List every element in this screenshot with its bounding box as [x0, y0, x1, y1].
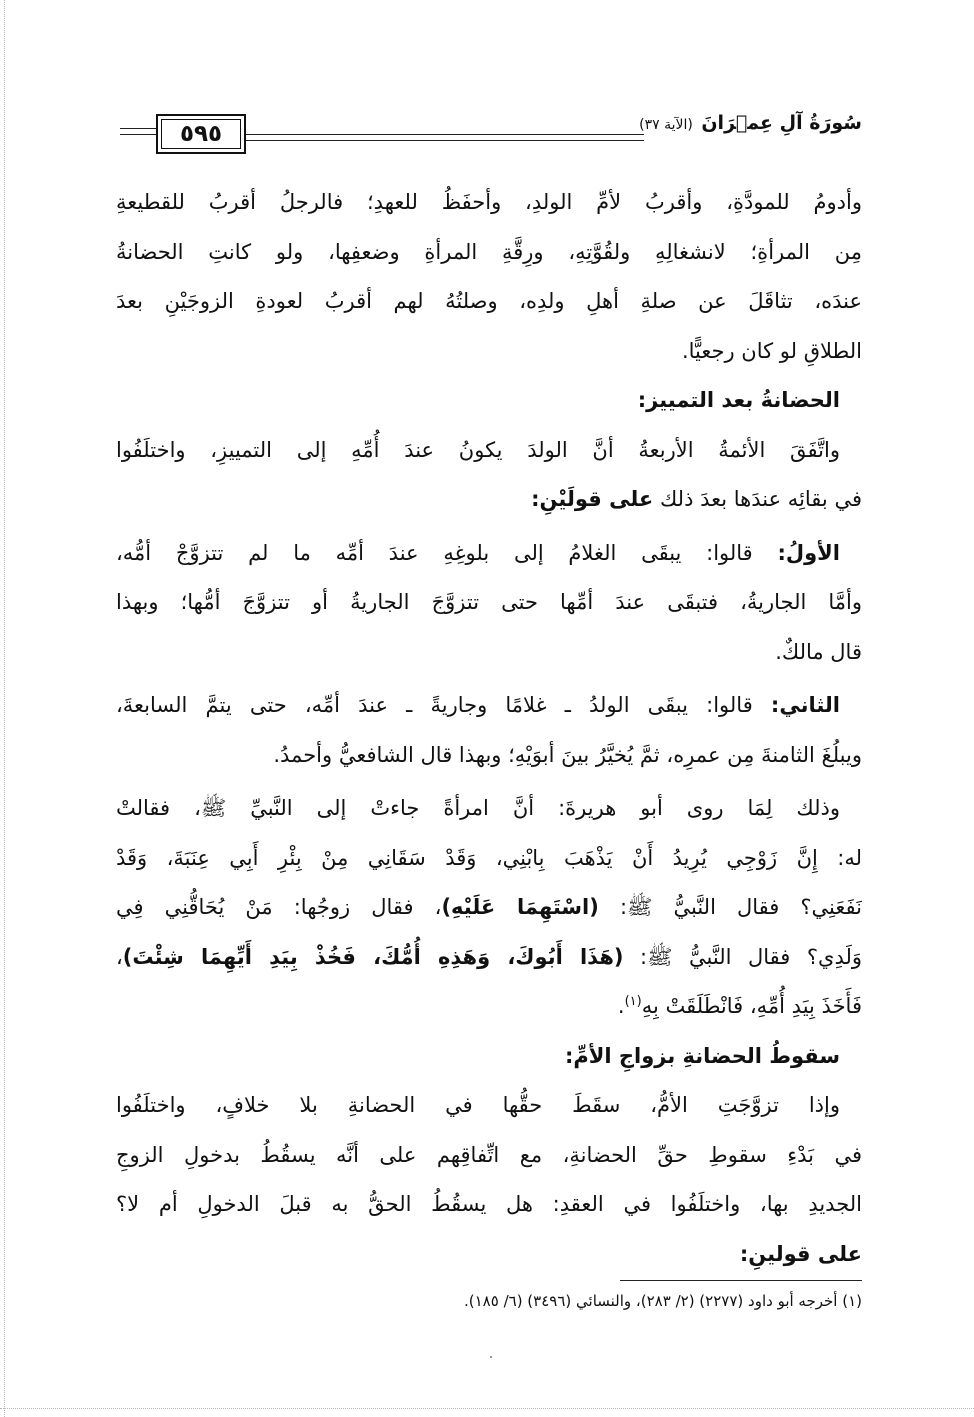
page-number: ٥٩٥	[179, 121, 223, 147]
text-line: وذلك لِمَا روى أبو هريرةَ: أنَّ امرأةً جاءتْ إلى النَّبيِّ ﷺ، فقالتْ	[116, 796, 840, 820]
header-rule-left-thin	[120, 134, 156, 135]
footnote-separator	[620, 1280, 862, 1281]
text-line: وأمَّا الجاريةُ، فتبقَى عندَ أمِّها حتى تتزوَّجَ الجاريةُ أو تتزوَّجَ أمُّها؛ وبهذا	[116, 590, 862, 614]
header-rule-right-thin	[246, 140, 644, 141]
text-line	[116, 529, 862, 579]
text-line: وأدومُ للمودَّةِ، وأقربُ لأمِّ الولدِ، وأحفَظُ للعهدِ؛ فالرجلُ أقربُ للقطيعةِ	[116, 190, 862, 214]
text-line: واتَّفَقَ الأئمةُ الأربعةُ أنَّ الولدَ يكونُ عندَ أُمِّهِ إلى التمييزِ، واختلَفُوا	[116, 437, 840, 462]
text-span: قالوا: يبقَى الغلامُ إلى بلوغِهِ عندَ أمِّه ما لم تتزوَّجْ أمُّه،	[116, 540, 753, 565]
text-line: ويبلُغَ الثامنةَ مِن عمرِه، ثمَّ يُخيَّرُ بينَ أبوَيْهِ؛ وبهذا قال الشافعيُّ وأحمدُ.	[273, 742, 862, 767]
opinion-label: الأولُ:	[777, 540, 840, 565]
opinion-label: الثاني:	[770, 693, 840, 717]
text-span: .	[617, 994, 625, 1018]
hadith-quote: (اسْتَهِمَا عَلَيْهِ)	[441, 895, 599, 919]
page-header	[120, 110, 862, 155]
text-line: الجديدِ بها، واختلَفُوا في العقدِ: هل يسقُطُ الحقُّ به قبلَ الدخولِ أم لا؟	[116, 1192, 862, 1216]
text-line: الطلاقِ لو كان رجعيًّا.	[681, 338, 862, 363]
surah-name: سُورَةُ آلِ عِمۡرَانَ	[701, 112, 862, 134]
section-heading: الحضانةُ بعد التمييز:	[637, 388, 840, 412]
text-span: ، فقال زوجُها: مَنْ يُحَاقُّنِي فِي	[116, 895, 442, 919]
footnote: (١) أخرجه أبو داود (٢٢٧٧) (٢/ ٢٨٣)، والنسائي (٣٤٩٦) (٦/ ١٨٥).	[464, 1292, 862, 1310]
header-rule-left	[120, 128, 156, 129]
text-line: وإذا تزوَّجَتِ الأمُّ، سقَطَ حقُّها في الحضانةِ بلا خلافٍ، واختلَفُوا	[116, 1093, 840, 1117]
section-heading: سقوطُ الحضانةِ بزواجِ الأمِّ:	[564, 1043, 840, 1068]
text-line: قال مالكٌ.	[775, 639, 862, 664]
text-span: وَلَدِي؟ فقال النَّبيُّ ﷺ:	[640, 944, 862, 969]
text-line: مِن المرأةِ؛ لانشغالِهِ ولقُوَّتِهِ، ورِقَّةِ المرأةِ وضعفِها، ولو كانتِ الحضانةُ	[116, 239, 862, 264]
text-span: ،	[116, 944, 123, 969]
text-line	[116, 933, 862, 983]
text-line	[116, 883, 862, 933]
page-edge-dotted-line	[4, 0, 6, 1417]
page-number-box	[156, 114, 246, 154]
verse-reference: (الآية ٣٧)	[639, 117, 693, 133]
hadith-quote: (هَذَا أَبُوكَ، وَهَذِهِ أُمُّكَ، فَخُذْ بِيَدِ أَيِّهِمَا شِئْتَ)	[122, 944, 624, 969]
page-bottom-dotted-line	[0, 1408, 974, 1410]
scan-speck	[490, 1356, 492, 1358]
text-line	[116, 681, 862, 731]
text-line: في بَدْءِ سقوطِ حقِّ الحضانةِ، مع اتِّفاقِهم على أنَّه يسقُطُ بدخولِ الزوجِ	[116, 1142, 862, 1167]
text-line	[116, 475, 862, 525]
text-line	[116, 982, 862, 1032]
text-line: على قولينِ:	[739, 1241, 862, 1266]
page-body	[116, 178, 862, 1279]
text-span: نَفَعَنِي؟ فقال النَّبيُّ ﷺ:	[619, 895, 862, 919]
text-span: قالوا: يبقَى الولدُ ـ غلامًا وجاريةً ـ عندَ أمِّه، حتى يتمَّ السابعةَ،	[116, 693, 753, 717]
text-span: في بقائِه عندَها بعدَ ذلك	[659, 487, 862, 511]
running-title	[639, 112, 862, 134]
text-span: فَأَخَذَ بِيَدِ أُمِّهِ، فَانْطَلَقَتْ بِهِ	[641, 994, 862, 1018]
text-line: عندَه، تثاقَلَ عن صلةِ أهلِ ولدِه، وصلتُهُ لهم أقربُ لعودةِ الزوجَيْنِ بعدَ	[116, 289, 862, 313]
text-line: له: إِنَّ زَوْجِي يُرِيدُ أَنْ يَذْهَبَ بِابْنِي، وَقَدْ سَقَانِي مِنْ بِئْرِ أَبِي عِنَبَةَ، وَقَدْ	[116, 845, 862, 870]
header-rule-right	[246, 134, 644, 135]
footnote-marker[interactable]: (١)	[624, 994, 642, 1009]
bold-text: على قولَيْنِ:	[531, 487, 654, 511]
